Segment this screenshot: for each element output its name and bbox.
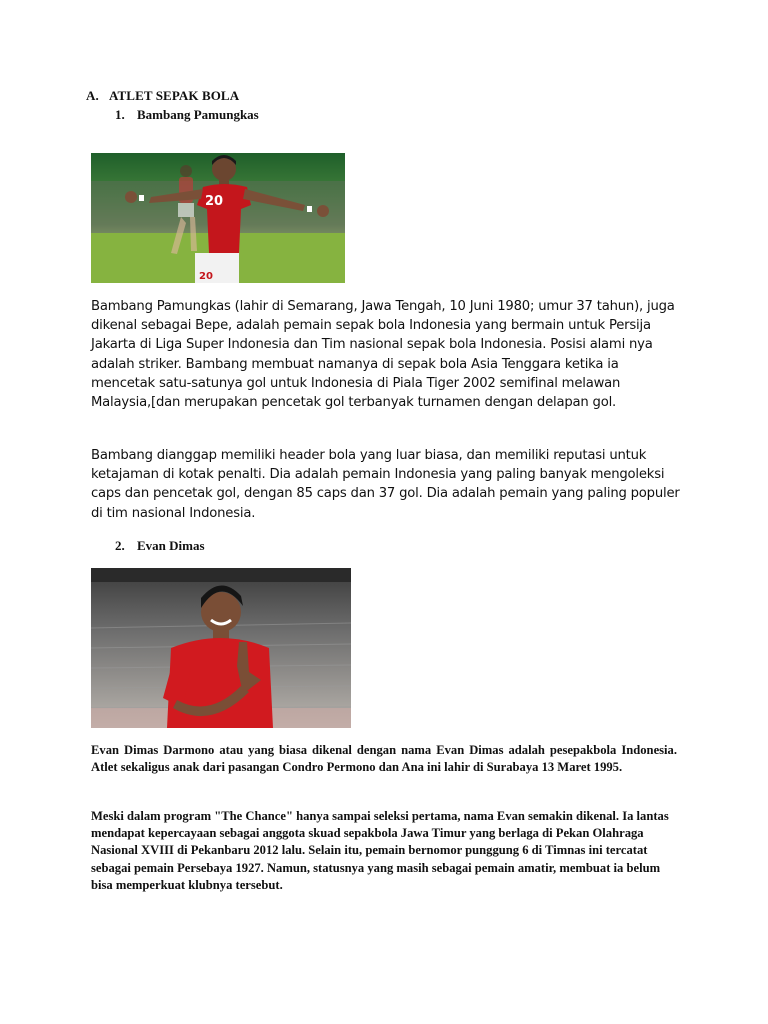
bambang-paragraph-2: Bambang dianggap memiliki header bola yang luar biasa, dan memiliki reputasi untuk ketajaman di kotak penalti. Dia adalah pemain Indonesia yang paling banyak mengoleksi caps dan pencetak gol, dengan 85 caps dan 37 gol. Dia adalah pemain yang paling populer di tim nasional Indonesia. [91,448,680,521]
item-name: Bambang Pamungkas [137,107,259,122]
shorts-number: 20 [199,271,213,282]
item-name: Evan Dimas [137,538,205,553]
evan-paragraph-2: Meski dalam program "The Chance" hanya sampai seleksi pertama, nama Evan semakin dikenal. Ia lantas mendapat kepercayaan sebagai anggota skuad sepakbola Jawa Timur yang berlaga di Pekan Olahraga Nasional XVIII di Pekanbaru 2012 lalu. Selain itu, pemain bernomor punggung 6 di Timnas ini tercatat sebagai pemain Persebaya 1927. Namun, statusnya yang masih sebagai pemain amatir, membuat ia belum bisa memperkuat klubnya tersebut. [91,809,669,892]
item-heading-bambang [115,107,259,123]
item-heading-evan [115,538,205,554]
section-title: ATLET SEPAK BOLA [109,88,240,103]
evan-paragraph-1: Evan Dimas Darmono atau yang biasa dikenal dengan nama Evan Dimas adalah pesepakbola Indonesia. Atlet sekaligus anak dari pasangan Condro Permono dan Ana ini lahir di Surabaya 13 Maret 1995. [91,743,677,775]
jersey-number: 20 [205,194,224,209]
item-number: 1. [115,107,125,122]
section-number: A. [86,88,99,103]
item-number: 2. [115,538,125,553]
section-heading [86,88,239,104]
bambang-paragraph-1: Bambang Pamungkas (lahir di Semarang, Jawa Tengah, 10 Juni 1980; umur 37 tahun), juga dikenal sebagai Bepe, adalah pemain sepak bola Indonesia yang bermain untuk Persija Jakarta di Liga Super Indonesia dan Tim nasional sepak bola Indonesia. Posisi alami nya adalah striker. Bambang membuat namanya di sepak bola Asia Tenggara ketika ia mencetak satu-satunya gol untuk Indonesia di Piala Tiger 2002 semifinal melawan Malaysia,[dan merupakan pencetak gol terbanyak turnamen dengan delapan gol. [91,299,675,411]
evan-dimas-photo [91,568,351,728]
bambang-pamungkas-photo [91,153,345,283]
